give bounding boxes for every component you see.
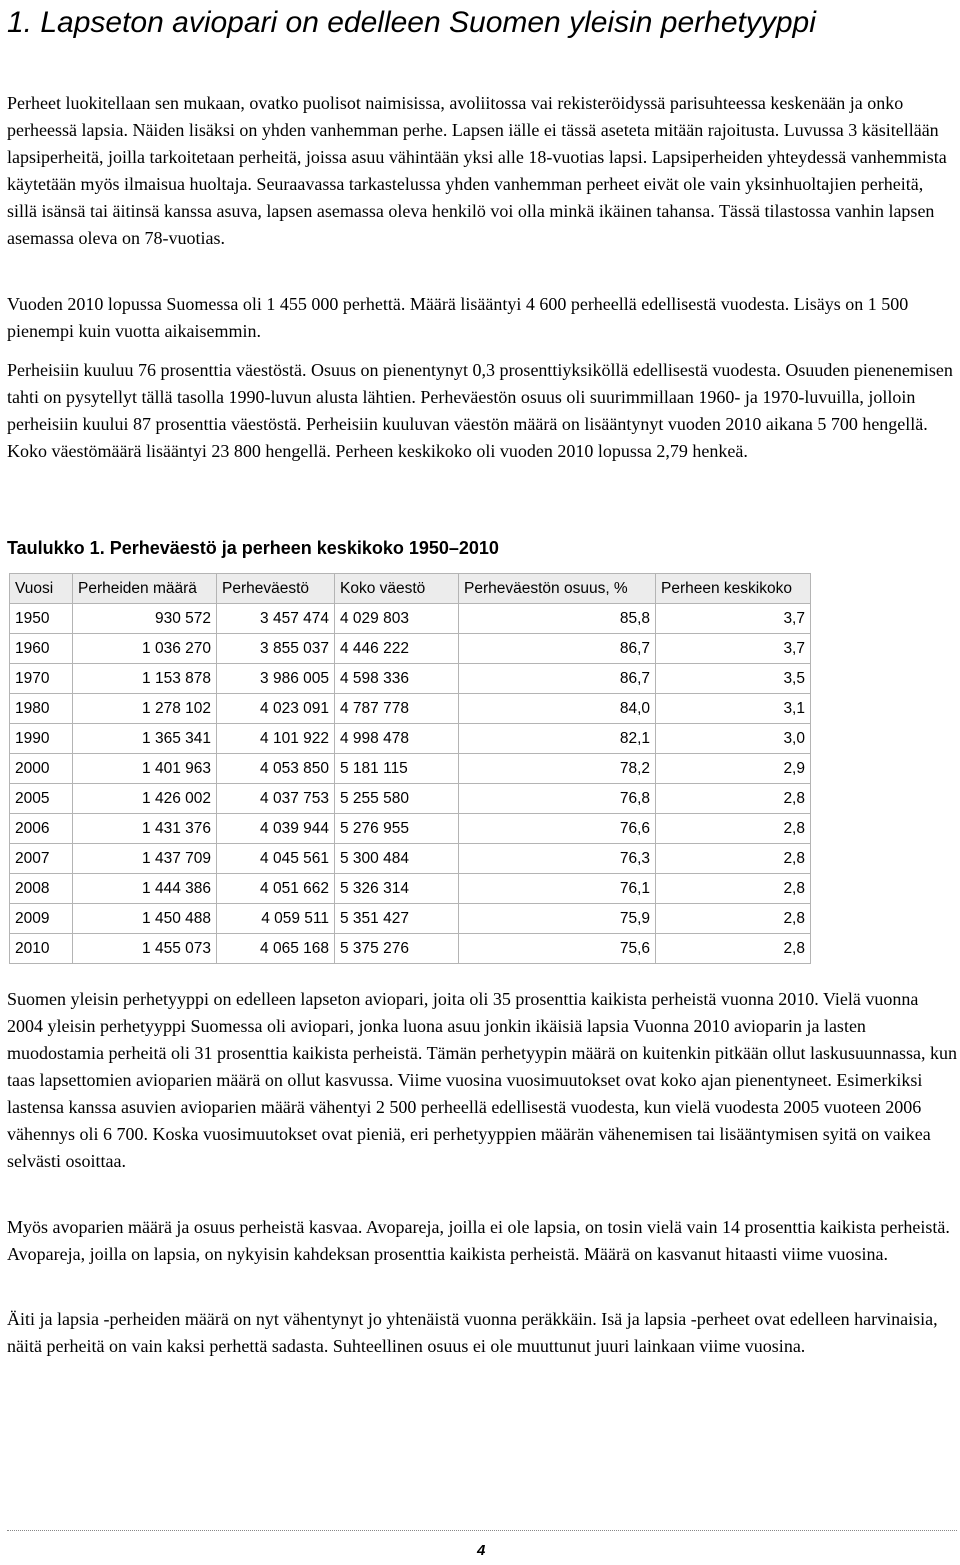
table-row xyxy=(10,724,811,754)
table-row xyxy=(10,814,811,844)
table-cell: 86,7 xyxy=(459,664,656,694)
paragraph-cohabiting: Myös avoparien määrä ja osuus perheistä kasvaa. Avopareja, joilla ei ole lapsia, on tosin vielä vain 14 prosenttia kaikista perheistä. Avopareja, joilla on lapsia, on nykyisin kahdeksan prosenttia kaikista perheistä. Määrä on kasvanut hitaasti viime vuosina. xyxy=(7,1217,950,1264)
table-cell: 78,2 xyxy=(459,754,656,784)
table-cell: 4 029 803 xyxy=(335,604,459,634)
table-cell: 3 986 005 xyxy=(217,664,335,694)
paragraph-family-count: Vuoden 2010 lopussa Suomessa oli 1 455 000 perhettä. Määrä lisääntyi 4 600 perheellä edellisestä vuodesta. Lisäys on 1 500 pienempi kuin vuotta aikaisemmin. xyxy=(7,294,909,341)
header-family-share: Perheväestön osuus, % xyxy=(459,574,656,604)
table-row xyxy=(10,604,811,634)
paragraph-childless-couple: Suomen yleisin perhetyyppi on edelleen lapseton aviopari, joita oli 35 prosenttia kaikista perheistä vuonna 2010. Vielä vuonna 2004 yleisin perhetyyppi Suomessa oli aviopari, jonka luona asuu jonkin ikäisiä lapsia Vuonna 2010 avioparin ja lasten muodostamia perheitä oli 31 prosenttia kaikista perheistä. Tämän perhetyypin määrä on kuitenkin pitkään ollut laskusuunnassa, kun taas lapsettomien avioparien määrä on ollut kasvussa. Viime vuosina vuosimuutokset ovat koko ajan pienentyneet. Esimerkiksi lastensa kanssa asuvien avioparien määrä vähentyi 2 500 perheellä edellisestä vuodesta, kun vielä vuodesta 2005 vuoteen 2006 vähennys oli 6 700. Koska vuosimuutokset ovat pieniä, eri perhetyyppien määrän vähenemisen tai lisääntymisen syitä on vaikea selvästi osoittaa. xyxy=(7,989,957,1171)
table-cell: 3,5 xyxy=(656,664,811,694)
table-cell: 1 431 376 xyxy=(73,814,217,844)
table-row xyxy=(10,904,811,934)
table-cell: 1 153 878 xyxy=(73,664,217,694)
table-cell: 2006 xyxy=(10,814,73,844)
table-cell: 5 255 580 xyxy=(335,784,459,814)
table-cell: 4 051 662 xyxy=(217,874,335,904)
table-cell: 1 426 002 xyxy=(73,784,217,814)
table-cell: 3 855 037 xyxy=(217,634,335,664)
family-population-table xyxy=(9,573,811,964)
table-cell: 84,0 xyxy=(459,694,656,724)
table-cell: 4 065 168 xyxy=(217,934,335,964)
table-cell: 4 787 778 xyxy=(335,694,459,724)
table-cell: 1950 xyxy=(10,604,73,634)
table-cell: 4 037 753 xyxy=(217,784,335,814)
table-row xyxy=(10,934,811,964)
table-cell: 2010 xyxy=(10,934,73,964)
table-cell: 2,8 xyxy=(656,874,811,904)
table-row xyxy=(10,634,811,664)
table-row xyxy=(10,664,811,694)
table-cell: 1960 xyxy=(10,634,73,664)
paragraph-single-parent: Äiti ja lapsia -perheiden määrä on nyt vähentynyt jo yhtenäistä vuonna peräkkäin. Isä ja lapsia -perheet ovat edelleen harvinaisia, näitä perheitä on vain kaksi perhettä sadasta. Suhteellinen osuus ei ole muuttunut juuri lainkaan viime vuosina. xyxy=(7,1309,938,1356)
table-cell: 5 326 314 xyxy=(335,874,459,904)
table-cell: 76,6 xyxy=(459,814,656,844)
table-cell: 3,7 xyxy=(656,634,811,664)
table-caption: Taulukko 1. Perheväestö ja perheen keskikoko 1950–2010 xyxy=(7,538,499,558)
table-cell: 4 053 850 xyxy=(217,754,335,784)
table-cell: 4 045 561 xyxy=(217,844,335,874)
table-cell: 5 351 427 xyxy=(335,904,459,934)
table-cell: 2005 xyxy=(10,784,73,814)
header-year: Vuosi xyxy=(10,574,73,604)
table-cell: 2,8 xyxy=(656,784,811,814)
table-cell: 1 444 386 xyxy=(73,874,217,904)
table-cell: 1 455 073 xyxy=(73,934,217,964)
table-cell: 1 437 709 xyxy=(73,844,217,874)
table-header-row xyxy=(10,574,811,604)
table-cell: 75,9 xyxy=(459,904,656,934)
table-cell: 2,8 xyxy=(656,934,811,964)
section-heading: 1. Lapseton aviopari on edelleen Suomen yleisin perhetyyppi xyxy=(7,6,816,39)
table-cell: 3,1 xyxy=(656,694,811,724)
table-cell: 4 023 091 xyxy=(217,694,335,724)
paragraph-intro: Perheet luokitellaan sen mukaan, ovatko puolisot naimisissa, avoliitossa vai rekisteröidyssä parisuhteessa keskenään ja onko perheessä lapsia. Näiden lisäksi on yhden vanhemman perhe. Lapsen iälle ei tässä aseteta mitään rajoitusta. Luvussa 3 käsitellään lapsiperheitä, joilla tarkoitetaan perheitä, joissa asuu vähintään yksi alle 18-vuotias lapsi. Lapsiperheiden yhteydessä vanhemmista käytetään myös ilmaisua huoltaja. Seuraavassa tarkastelussa yhden vanhemman perheet eivät ole vain yksinhuoltajien perheitä, sillä isänsä tai äitinsä kanssa asuva, lapsen asemassa oleva henkilö voi olla minkä ikäinen tahansa. Tässä tilastossa vanhin lapsen asemassa oleva on 78-vuotias. xyxy=(7,93,947,248)
footer-divider xyxy=(7,1530,957,1531)
table-cell: 86,7 xyxy=(459,634,656,664)
header-total-population: Koko väestö xyxy=(335,574,459,604)
table-cell: 2008 xyxy=(10,874,73,904)
table-cell: 3,0 xyxy=(656,724,811,754)
table-cell: 4 059 511 xyxy=(217,904,335,934)
table-cell: 2,8 xyxy=(656,844,811,874)
table-cell: 82,1 xyxy=(459,724,656,754)
table-cell: 4 598 336 xyxy=(335,664,459,694)
table-cell: 2,8 xyxy=(656,904,811,934)
page-number: 4 xyxy=(477,1542,486,1559)
table-cell: 2000 xyxy=(10,754,73,784)
table-cell: 4 101 922 xyxy=(217,724,335,754)
header-family-count: Perheiden määrä xyxy=(73,574,217,604)
table-cell: 76,3 xyxy=(459,844,656,874)
table-cell: 76,1 xyxy=(459,874,656,904)
table-row xyxy=(10,694,811,724)
header-family-population: Perheväestö xyxy=(217,574,335,604)
table-cell: 75,6 xyxy=(459,934,656,964)
table-cell: 1 036 270 xyxy=(73,634,217,664)
table-cell: 76,8 xyxy=(459,784,656,814)
table-cell: 5 276 955 xyxy=(335,814,459,844)
table-row xyxy=(10,874,811,904)
table-cell: 5 375 276 xyxy=(335,934,459,964)
table-cell: 1 401 963 xyxy=(73,754,217,784)
table-cell: 2009 xyxy=(10,904,73,934)
table-cell: 930 572 xyxy=(73,604,217,634)
table-cell: 1990 xyxy=(10,724,73,754)
table-row xyxy=(10,844,811,874)
table-cell: 5 181 115 xyxy=(335,754,459,784)
table-row xyxy=(10,754,811,784)
table-cell: 4 446 222 xyxy=(335,634,459,664)
table-cell: 3,7 xyxy=(656,604,811,634)
paragraph-family-population: Perheisiin kuuluu 76 prosenttia väestöstä. Osuus on pienentynyt 0,3 prosenttiyksiköllä edellisestä vuodesta. Osuuden pienenemisen tahti on pysytellyt tällä tasolla 1990-luvun alusta lähtien. Perheväestön osuus oli suurimmillaan 1960- ja 1970-luvuilla, jolloin perheisiin kuului 87 prosenttia väestöstä. Perheisiin kuuluvan väestön määrä on lisääntynyt vuoden 2010 aikana 5 700 hengellä. Koko väestömäärä lisääntyi 23 800 hengellä. Perheen keskikoko oli vuoden 2010 lopussa 2,79 henkeä. xyxy=(7,360,953,461)
table-cell: 85,8 xyxy=(459,604,656,634)
table-cell: 2007 xyxy=(10,844,73,874)
header-average-size: Perheen keskikoko xyxy=(656,574,811,604)
table-body xyxy=(10,604,811,964)
table-cell: 1 365 341 xyxy=(73,724,217,754)
table-cell: 2,9 xyxy=(656,754,811,784)
table-cell: 2,8 xyxy=(656,814,811,844)
table-cell: 5 300 484 xyxy=(335,844,459,874)
table-cell: 1970 xyxy=(10,664,73,694)
table-row xyxy=(10,784,811,814)
table-cell: 1 278 102 xyxy=(73,694,217,724)
table-cell: 3 457 474 xyxy=(217,604,335,634)
table-cell: 1980 xyxy=(10,694,73,724)
table-cell: 4 039 944 xyxy=(217,814,335,844)
table-cell: 1 450 488 xyxy=(73,904,217,934)
table-cell: 4 998 478 xyxy=(335,724,459,754)
